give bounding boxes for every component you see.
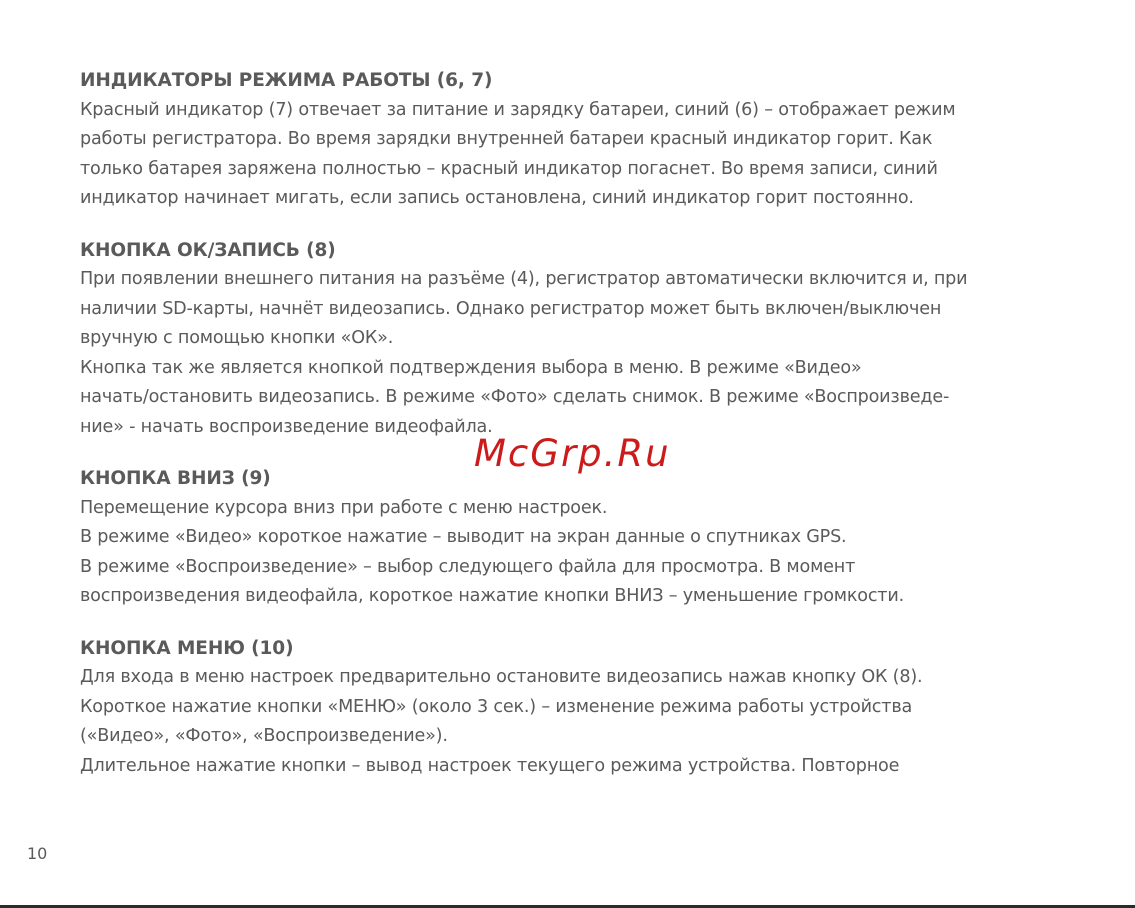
text-line: работы регистратора. Во время зарядки внутренней батареи красный индикатор горит. Как <box>80 129 933 149</box>
section-down-button <box>80 464 1080 612</box>
text-line: Кнопка так же является кнопкой подтверждения выбора в меню. В режиме «Видео» <box>80 357 862 378</box>
watermark: McGrp.Ru <box>474 432 671 475</box>
section-heading: КНОПКА ВНИЗ (9) <box>80 468 271 489</box>
text-line: Красный индикатор (7) отвечает за питание и зарядку батареи, синий (6) – отображает режим <box>80 99 956 120</box>
section-heading: КНОПКА МЕНЮ (10) <box>80 637 294 659</box>
text-line: вручную с помощью кнопки «ОК». <box>80 328 394 348</box>
text-line: Для входа в меню настроек предварительно остановите видеозапись нажав кнопку ОК (8). <box>80 667 923 687</box>
text-line: Короткое нажатие кнопки «МЕНЮ» (около 3 сек.) – изменение режима работы устройства <box>80 696 913 717</box>
section-indicators <box>80 66 1080 214</box>
text-line: В режиме «Воспроизведение» – выбор следующего файла для просмотра. В момент <box>80 556 856 577</box>
text-line: Длительное нажатие кнопки – вывод настроек текущего режима устройства. Повторное <box>80 755 900 776</box>
text-line: индикатор начинает мигать, если запись остановлена, синий индикатор горит постоянно. <box>80 188 914 208</box>
section-heading: ИНДИКАТОРЫ РЕЖИМА РАБОТЫ (6, 7) <box>80 70 493 91</box>
text-line: При появлении внешнего питания на разъёме (4), регистратор автоматически включится и, при <box>80 269 968 289</box>
text-line: («Видео», «Фото», «Воспроизведение»). <box>80 726 448 746</box>
text-line: начать/остановить видеозапись. В режиме «Фото» сделать снимок. В режиме «Воспроизведе- <box>80 387 950 407</box>
text-line: ние» - начать воспроизведение видеофайла. <box>80 416 493 437</box>
text-line: В режиме «Видео» короткое нажатие – выводит на экран данные о спутниках GPS. <box>80 527 847 547</box>
text-line: Перемещение курсора вниз при работе с меню настроек. <box>80 497 608 518</box>
section-ok-button <box>80 236 1080 443</box>
page-number: 10 <box>27 844 48 863</box>
text-line: наличии SD-карты, начнёт видеозапись. Однако регистратор может быть включен/выключен <box>80 298 942 319</box>
text-line: только батарея заряжена полностью – красный индикатор погаснет. Во время записи, синий <box>80 158 938 179</box>
section-menu-button <box>80 634 1080 782</box>
section-heading: КНОПКА ОК/ЗАПИСЬ (8) <box>80 239 336 261</box>
text-line: воспроизведения видеофайла, короткое нажатие кнопки ВНИЗ – уменьшение громкости. <box>80 586 904 606</box>
